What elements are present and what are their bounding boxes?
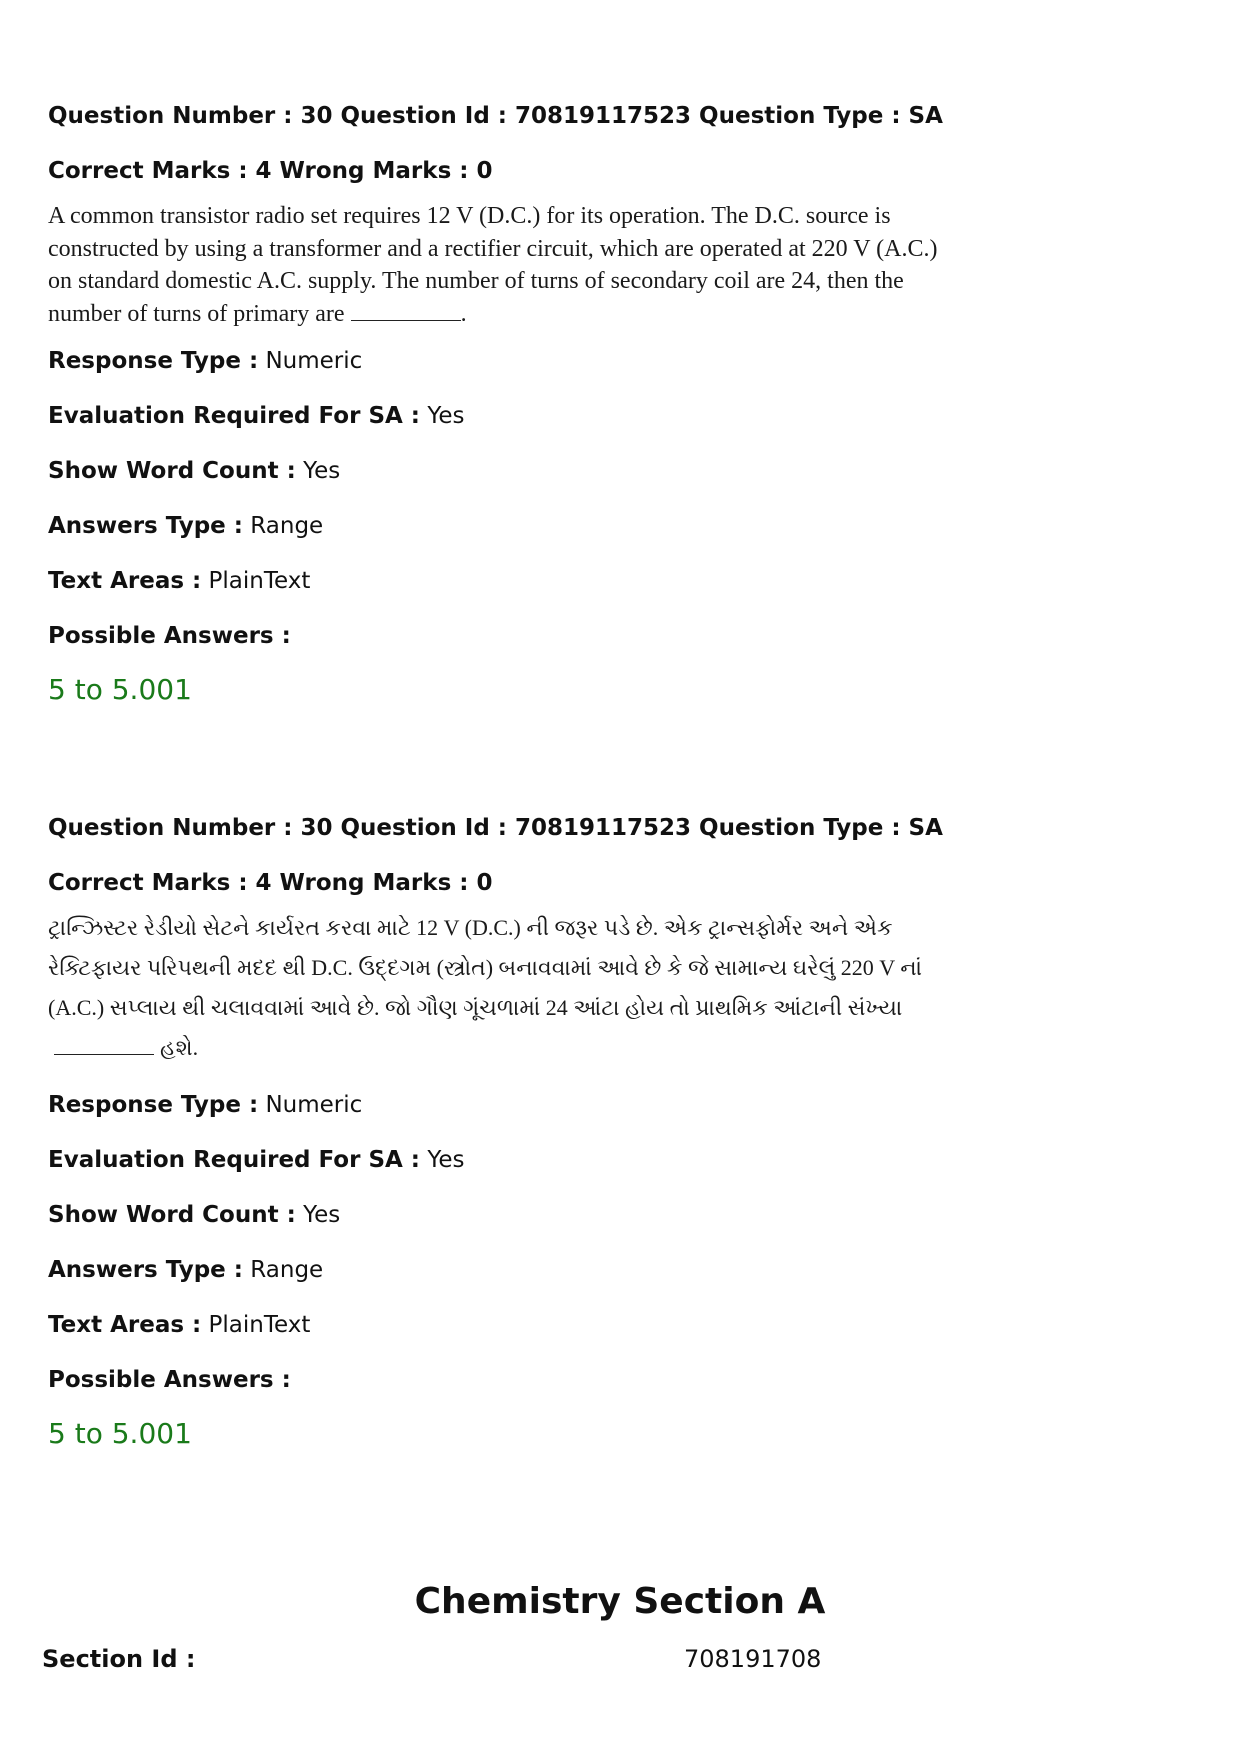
- question-block-2: [48, 813, 1198, 1451]
- field-value: Yes: [427, 1147, 465, 1173]
- question-block-1: [48, 101, 1198, 707]
- question-text-body: ટ્રાન્ઝિસ્ટર રેડીયો સેટને કાર્યરત કરવા માટે 12 V (D.C.) ની જરૂર પડે છે. એક ટ્રાન્સફોર્મર અને એક રેક્ટિફાયર પરિપથની મદદ થી D.C. ઉદ્દગમ (સ્ત્રોત) બનાવવામાં આવે છે કે જે સામાન્ય ઘરેલું 220 V નાં (A.C.) સપ્લાય થી ચલાવવામાં આવે છે. જો ગૌણ ગૂંચળામાં 24 આંટા હોય તો પ્રાથમિક આંટાની સંખ્યા: [48, 915, 923, 1020]
- field-value: Yes: [303, 1202, 341, 1228]
- field-value: Numeric: [265, 348, 363, 374]
- field-value: PlainText: [208, 568, 311, 594]
- section-title: Chemistry Section A: [414, 1581, 826, 1622]
- field-text-areas: [48, 1310, 1198, 1340]
- field-possible-answers: [48, 1365, 1198, 1395]
- possible-answer-value: 5 to 5.001: [48, 1417, 192, 1450]
- field-text-areas: [48, 566, 1198, 596]
- question-text: [48, 908, 958, 1068]
- field-label: Possible Answers :: [48, 623, 291, 649]
- question-header: Question Number : 30 Question Id : 70819117523 Question Type : SA: [48, 815, 943, 841]
- field-value: PlainText: [208, 1312, 311, 1338]
- field-label: Show Word Count :: [48, 1202, 296, 1228]
- field-value: Range: [250, 1257, 324, 1283]
- field-value: Yes: [427, 403, 465, 429]
- field-show-word-count: [48, 456, 1198, 486]
- field-label: Response Type :: [48, 348, 259, 374]
- field-label: Evaluation Required For SA :: [48, 403, 421, 429]
- field-show-word-count: [48, 1200, 1198, 1230]
- field-label: Answers Type :: [48, 1257, 243, 1283]
- field-label: Possible Answers :: [48, 1367, 291, 1393]
- possible-answer-value: 5 to 5.001: [48, 673, 192, 706]
- field-evaluation-required: [48, 1145, 1198, 1175]
- question-text-end: હશે.: [160, 1035, 199, 1060]
- section-id-value: 708191708: [684, 1645, 822, 1673]
- field-response-type: [48, 1090, 1198, 1120]
- field-answers-type: [48, 511, 1198, 541]
- question-marks: Correct Marks : 4 Wrong Marks : 0: [48, 158, 493, 184]
- field-possible-answers: [48, 621, 1198, 651]
- question-marks: Correct Marks : 4 Wrong Marks : 0: [48, 870, 493, 896]
- question-text: [48, 200, 948, 330]
- field-label: Show Word Count :: [48, 458, 296, 484]
- field-value: Numeric: [265, 1092, 363, 1118]
- field-value: Yes: [303, 458, 341, 484]
- question-text-end: .: [460, 300, 467, 327]
- field-answers-type: [48, 1255, 1198, 1285]
- answer-blank: [351, 300, 461, 321]
- field-evaluation-required: [48, 401, 1198, 431]
- field-label: Text Areas :: [48, 1312, 202, 1338]
- field-response-type: [48, 346, 1198, 376]
- question-text-body: A common transistor radio set requires 12 V (D.C.) for its operation. The D.C. source is constructed by using a transformer and a rectifier circuit, which are operated at 220 V (A.C.) on standard domestic A.C. supply. The number of turns of secondary coil are 24, then the number of turns of primary are: [48, 203, 938, 327]
- field-value: Range: [250, 513, 324, 539]
- field-label: Response Type :: [48, 1092, 259, 1118]
- field-label: Evaluation Required For SA :: [48, 1147, 421, 1173]
- answer-blank: [54, 1034, 154, 1055]
- field-label: Answers Type :: [48, 513, 243, 539]
- section-id-label: Section Id :: [42, 1645, 196, 1673]
- field-label: Text Areas :: [48, 568, 202, 594]
- question-header: Question Number : 30 Question Id : 70819117523 Question Type : SA: [48, 103, 943, 129]
